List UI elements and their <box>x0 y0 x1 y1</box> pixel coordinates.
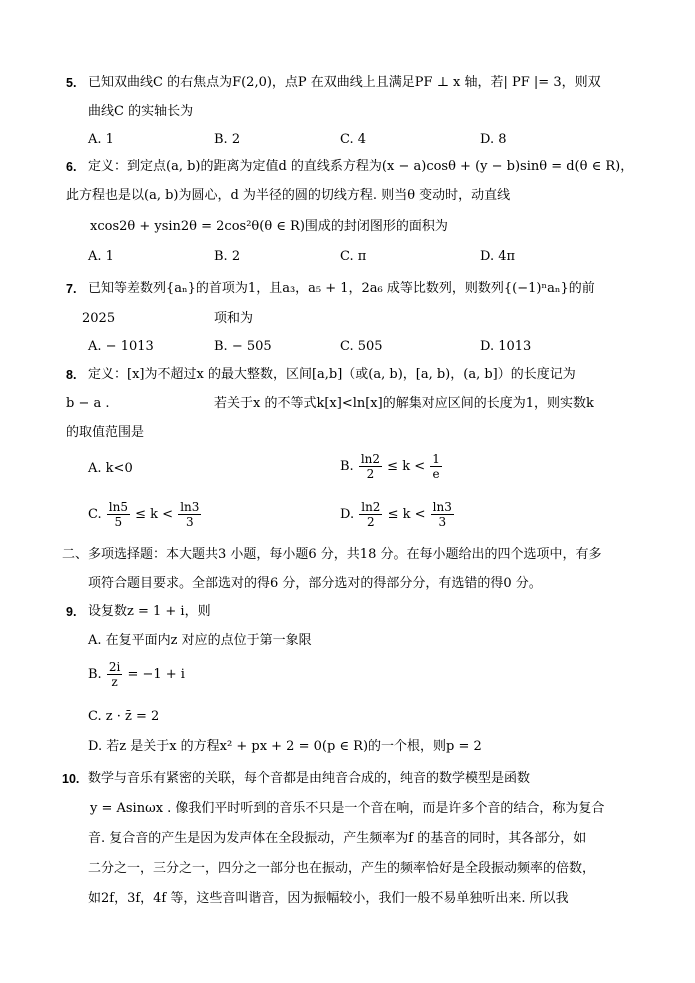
q8-option-d-fraction2: $\frac{\ln 3}{3}$ <box>432 500 452 529</box>
section2-heading-line2: 项符合题目要求。全部选对的得6 分，部分选对的得部分分，有选错的得0 分。 <box>88 576 542 591</box>
q9-number: 9. <box>66 605 77 619</box>
q8-option-d: D. $\frac{\ln 2}{2}$ ≤ k < $\frac{\ln 3}{3}$ <box>340 500 452 529</box>
q8-number: 8. <box>66 368 77 382</box>
q6-option-b: B. 2 <box>214 249 241 264</box>
q8-stem-line2a: b − a . <box>66 396 110 411</box>
q10-number: 10. <box>62 772 80 786</box>
q9-option-b-fraction: $\frac{2i}{z}$ <box>108 660 121 689</box>
q6-option-d: D. 4π <box>480 249 516 264</box>
q6-stem-line3: xcos2θ + ysin2θ = 2cos²θ(θ ∈ R)围成的封闭图形的面积为 <box>90 219 448 234</box>
q8-option-b-fraction2: $\frac{1}{e}$ <box>432 452 440 481</box>
q8-stem-line1: 定义：[x]为不超过x 的最大整数，区间[a,b]（或(a, b)，[a, b)，(a, b]）的长度记为 <box>88 367 576 382</box>
q8-option-d-fraction1: $\frac{\ln 2}{2}$ <box>361 500 381 529</box>
q6-stem-line1: 定义：到定点(a, b)的距离为定值d 的直线系方程为(x − a)cosθ + (y − b)sinθ = d(θ ∈ R)， <box>88 159 634 174</box>
q9-option-a: A. 在复平面内z 对应的点位于第一象限 <box>88 633 312 648</box>
q7-stem-2025: 2025 <box>82 311 116 326</box>
q10-stem-line4: 二分之一，三分之一，四分之一部分也在振动，产生的频率恰好是全段振动频率的倍数， <box>88 861 596 876</box>
q6-stem-line2: 此方程也是以(a, b)为圆心，d 为半径的圆的切线方程. 则当θ 变动时，动直线 <box>66 188 511 203</box>
q6-option-c: C. π <box>340 249 367 264</box>
q8-option-b-fraction1: $\frac{\ln 2}{2}$ <box>360 452 381 481</box>
q10-stem-line2: y = Asinωx . 像我们平时听到的音乐不只是一个音在响，而是许多个音的结合，称为复合 <box>90 801 605 816</box>
section2-heading-line1: 二、多项选择题：本大题共3 小题，每小题6 分，共18 分。在每小题给出的四个选项中，有多 <box>62 547 602 562</box>
q9-option-b: B. $\frac{2i}{z}$ = −1 + i <box>88 660 185 689</box>
q5-option-c: C. 4 <box>340 132 367 147</box>
q7-stem-line2: 项和为 <box>214 311 254 326</box>
q8-option-c-fraction2: $\frac{\ln 3}{3}$ <box>180 500 200 529</box>
q9-option-d: D. 若z 是关于x 的方程x² + px + 2 = 0(p ∈ R)的一个根，则p = 2 <box>88 739 482 754</box>
q5-number: 5. <box>66 76 77 90</box>
q8-stem-line3: 的取值范围是 <box>66 425 145 440</box>
q8-option-a: A. k<0 <box>88 461 133 476</box>
q10-stem-line5: 如2f，3f，4f 等，这些音叫谐音，因为振幅较小，我们一般不易单独听出来. 所以我 <box>88 891 569 906</box>
q5-stem-line1: 已知双曲线C 的右焦点为F(2,0)，点P 在双曲线上且满足PF ⊥ x 轴，若| PF |= 3，则双 <box>88 75 601 90</box>
q10-stem-line3: 音. 复合音的产生是因为发声体在全段振动，产生频率为f 的基音的同时，其各部分，如 <box>88 831 587 846</box>
q8-option-c: C. $\frac{\ln 5}{5}$ ≤ k < $\frac{\ln 3}{3}$ <box>88 500 200 529</box>
q9-stem: 设复数z = 1 + i，则 <box>88 604 211 619</box>
q8-option-c-fraction1: $\frac{\ln 5}{5}$ <box>108 500 128 529</box>
q5-option-d: D. 8 <box>480 132 507 147</box>
q6-option-a: A. 1 <box>88 249 114 264</box>
q5-stem-line2: 曲线C 的实轴长为 <box>88 104 194 119</box>
q5-option-a: A. 1 <box>88 132 114 147</box>
q7-option-c: C. 505 <box>340 339 383 354</box>
q8-option-b: B. $\frac{\ln 2}{2}$ ≤ k < $\frac{1}{e}$ <box>340 452 440 481</box>
q7-number: 7. <box>66 282 77 296</box>
q9-option-c: C. z · z̄ = 2 <box>88 709 160 724</box>
q7-option-b: B. − 505 <box>214 339 272 354</box>
q7-option-a: A. − 1013 <box>88 339 154 354</box>
q10-stem-line1: 数学与音乐有紧密的关联，每个音都是由纯音合成的，纯音的数学模型是函数 <box>88 771 531 786</box>
q8-stem-line2b: 若关于x 的不等式k[x]<ln[x]的解集对应区间的长度为1，则实数k <box>214 396 594 411</box>
q6-number: 6. <box>66 160 77 174</box>
q7-option-d: D. 1013 <box>480 339 532 354</box>
q5-option-b: B. 2 <box>214 132 241 147</box>
q7-stem-line1: 已知等差数列{aₙ}的首项为1，且a₃，a₅ + 1，2a₆ 成等比数列，则数列{(−1)ⁿaₙ}的前 <box>88 281 595 296</box>
